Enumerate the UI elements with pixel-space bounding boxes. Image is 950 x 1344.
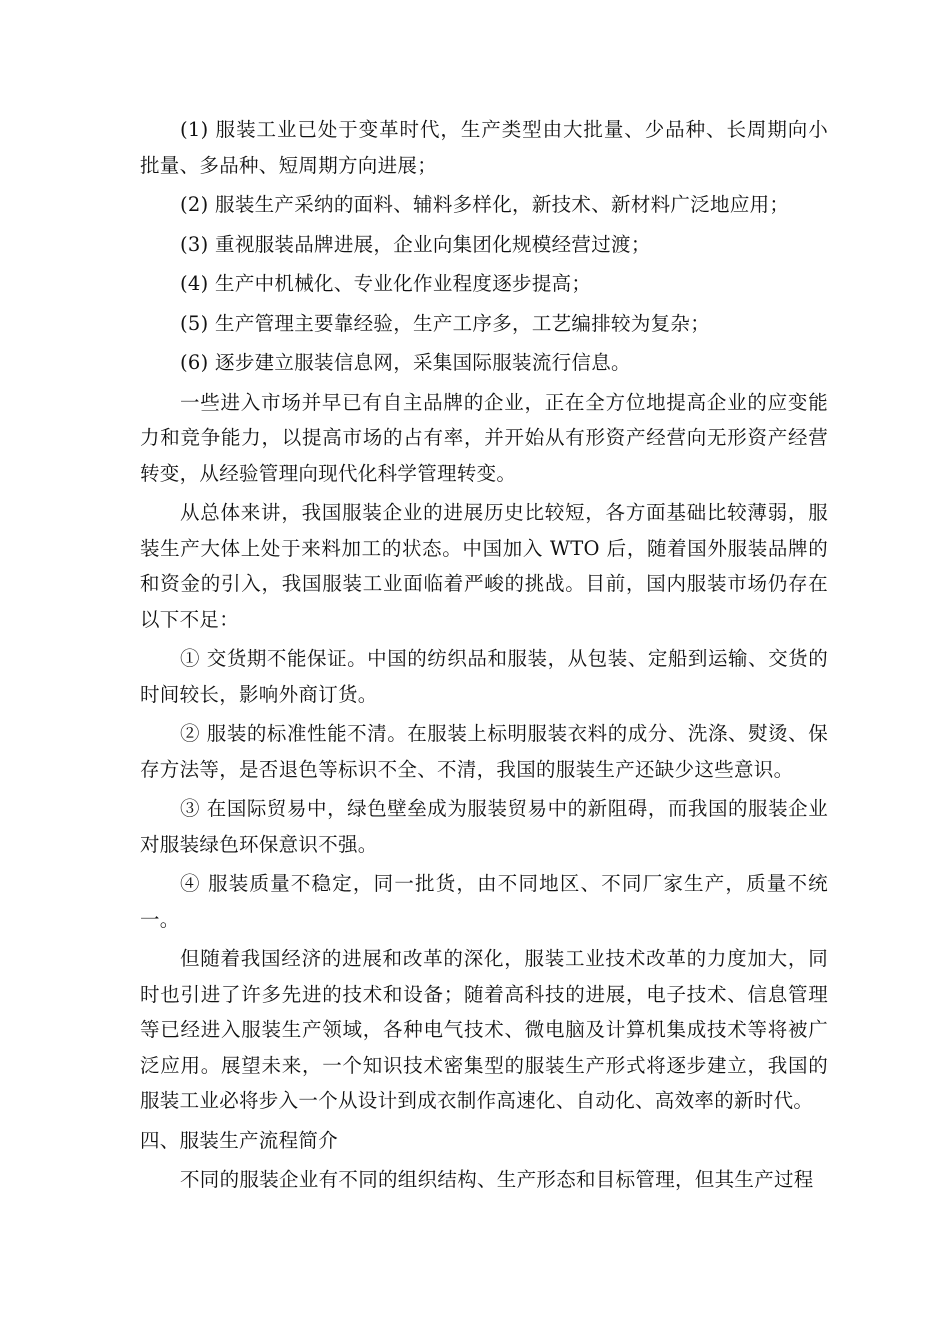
deficiency-item-1: ① 交货期不能保证。中国的纺织品和服装，从包装、定船到运输、交货的时间较长，影响外商订货。 — [140, 647, 828, 706]
list-item-4: (4) 生产中机械化、专业化作业程度逐步提高； — [180, 272, 592, 295]
list-item-5: (5) 生产管理主要靠经验，生产工序多，工艺编排较为复杂； — [180, 311, 711, 335]
document-body — [140, 112, 828, 1202]
list-item-3: (3) 重视服装品牌进展，企业向集团化规模经营过渡； — [180, 232, 651, 256]
list-item-1: (1) 服装工业已处于变革时代，生产类型由大批量、少品种、长周期向小批量、多品种、短周期方向进展； — [140, 118, 828, 177]
deficiency-item-2: ② 服装的标准性能不清。在服装上标明服装衣料的成分、洗涤、熨烫、保存方法等，是否退色等标识不全、不清，我国的服装生产还缺少这些意识。 — [140, 722, 828, 781]
paragraph-future-outlook: 但随着我国经济的进展和改革的深化，服装工业技术改革的力度加大，同时也引进了许多先进的技术和设备；随着高科技的进展，电子技术、信息管理等已经进入服装生产领域，各种电气技术、微电脑及计算机集成技术等将被广泛应用。展望未来，一个知识技术密集型的服装生产形式将逐步建立，我国的服装工业必将步入一个从设计到成衣制作高速化、自动化、高效率的新时代。 — [140, 947, 828, 1112]
paragraph-brand-enterprises: 一些进入市场并早已有自主品牌的企业，正在全方位地提高企业的应变能力和竞争能力，以提高市场的占有率，并开始从有形资产经营向无形资产经营转变，从经验管理向现代化科学管理转变。 — [140, 390, 828, 485]
deficiency-item-4: ④ 服装质量不稳定，同一批货，由不同地区、不同厂家生产，质量不统一。 — [140, 872, 828, 931]
list-item-2: (2) 服装生产采纳的面料、辅料多样化，新技术、新材料广泛地应用； — [180, 193, 790, 216]
paragraph-industry-overview: 从总体来讲，我国服装企业的进展历史比较短，各方面基础比较薄弱，服装生产大体上处于来料加工的状态。中国加入 WTO 后，随着国外服装品牌的和资金的引入，我国服装工业面临着严峻的挑战。目前，国内服装市场仍存在以下不足： — [140, 501, 828, 631]
deficiency-item-3: ③ 在国际贸易中，绿色壁垒成为服装贸易中的新阻碍，而我国的服装企业对服装绿色环保意识不强。 — [140, 797, 828, 856]
list-item-6: (6) 逐步建立服装信息网，采集国际服装流行信息。 — [180, 351, 631, 374]
paragraph-production-process: 不同的服装企业有不同的组织结构、生产形态和目标管理，但其生产过程 — [180, 1168, 814, 1191]
section-heading: 四、服装生产流程简介 — [140, 1128, 339, 1152]
